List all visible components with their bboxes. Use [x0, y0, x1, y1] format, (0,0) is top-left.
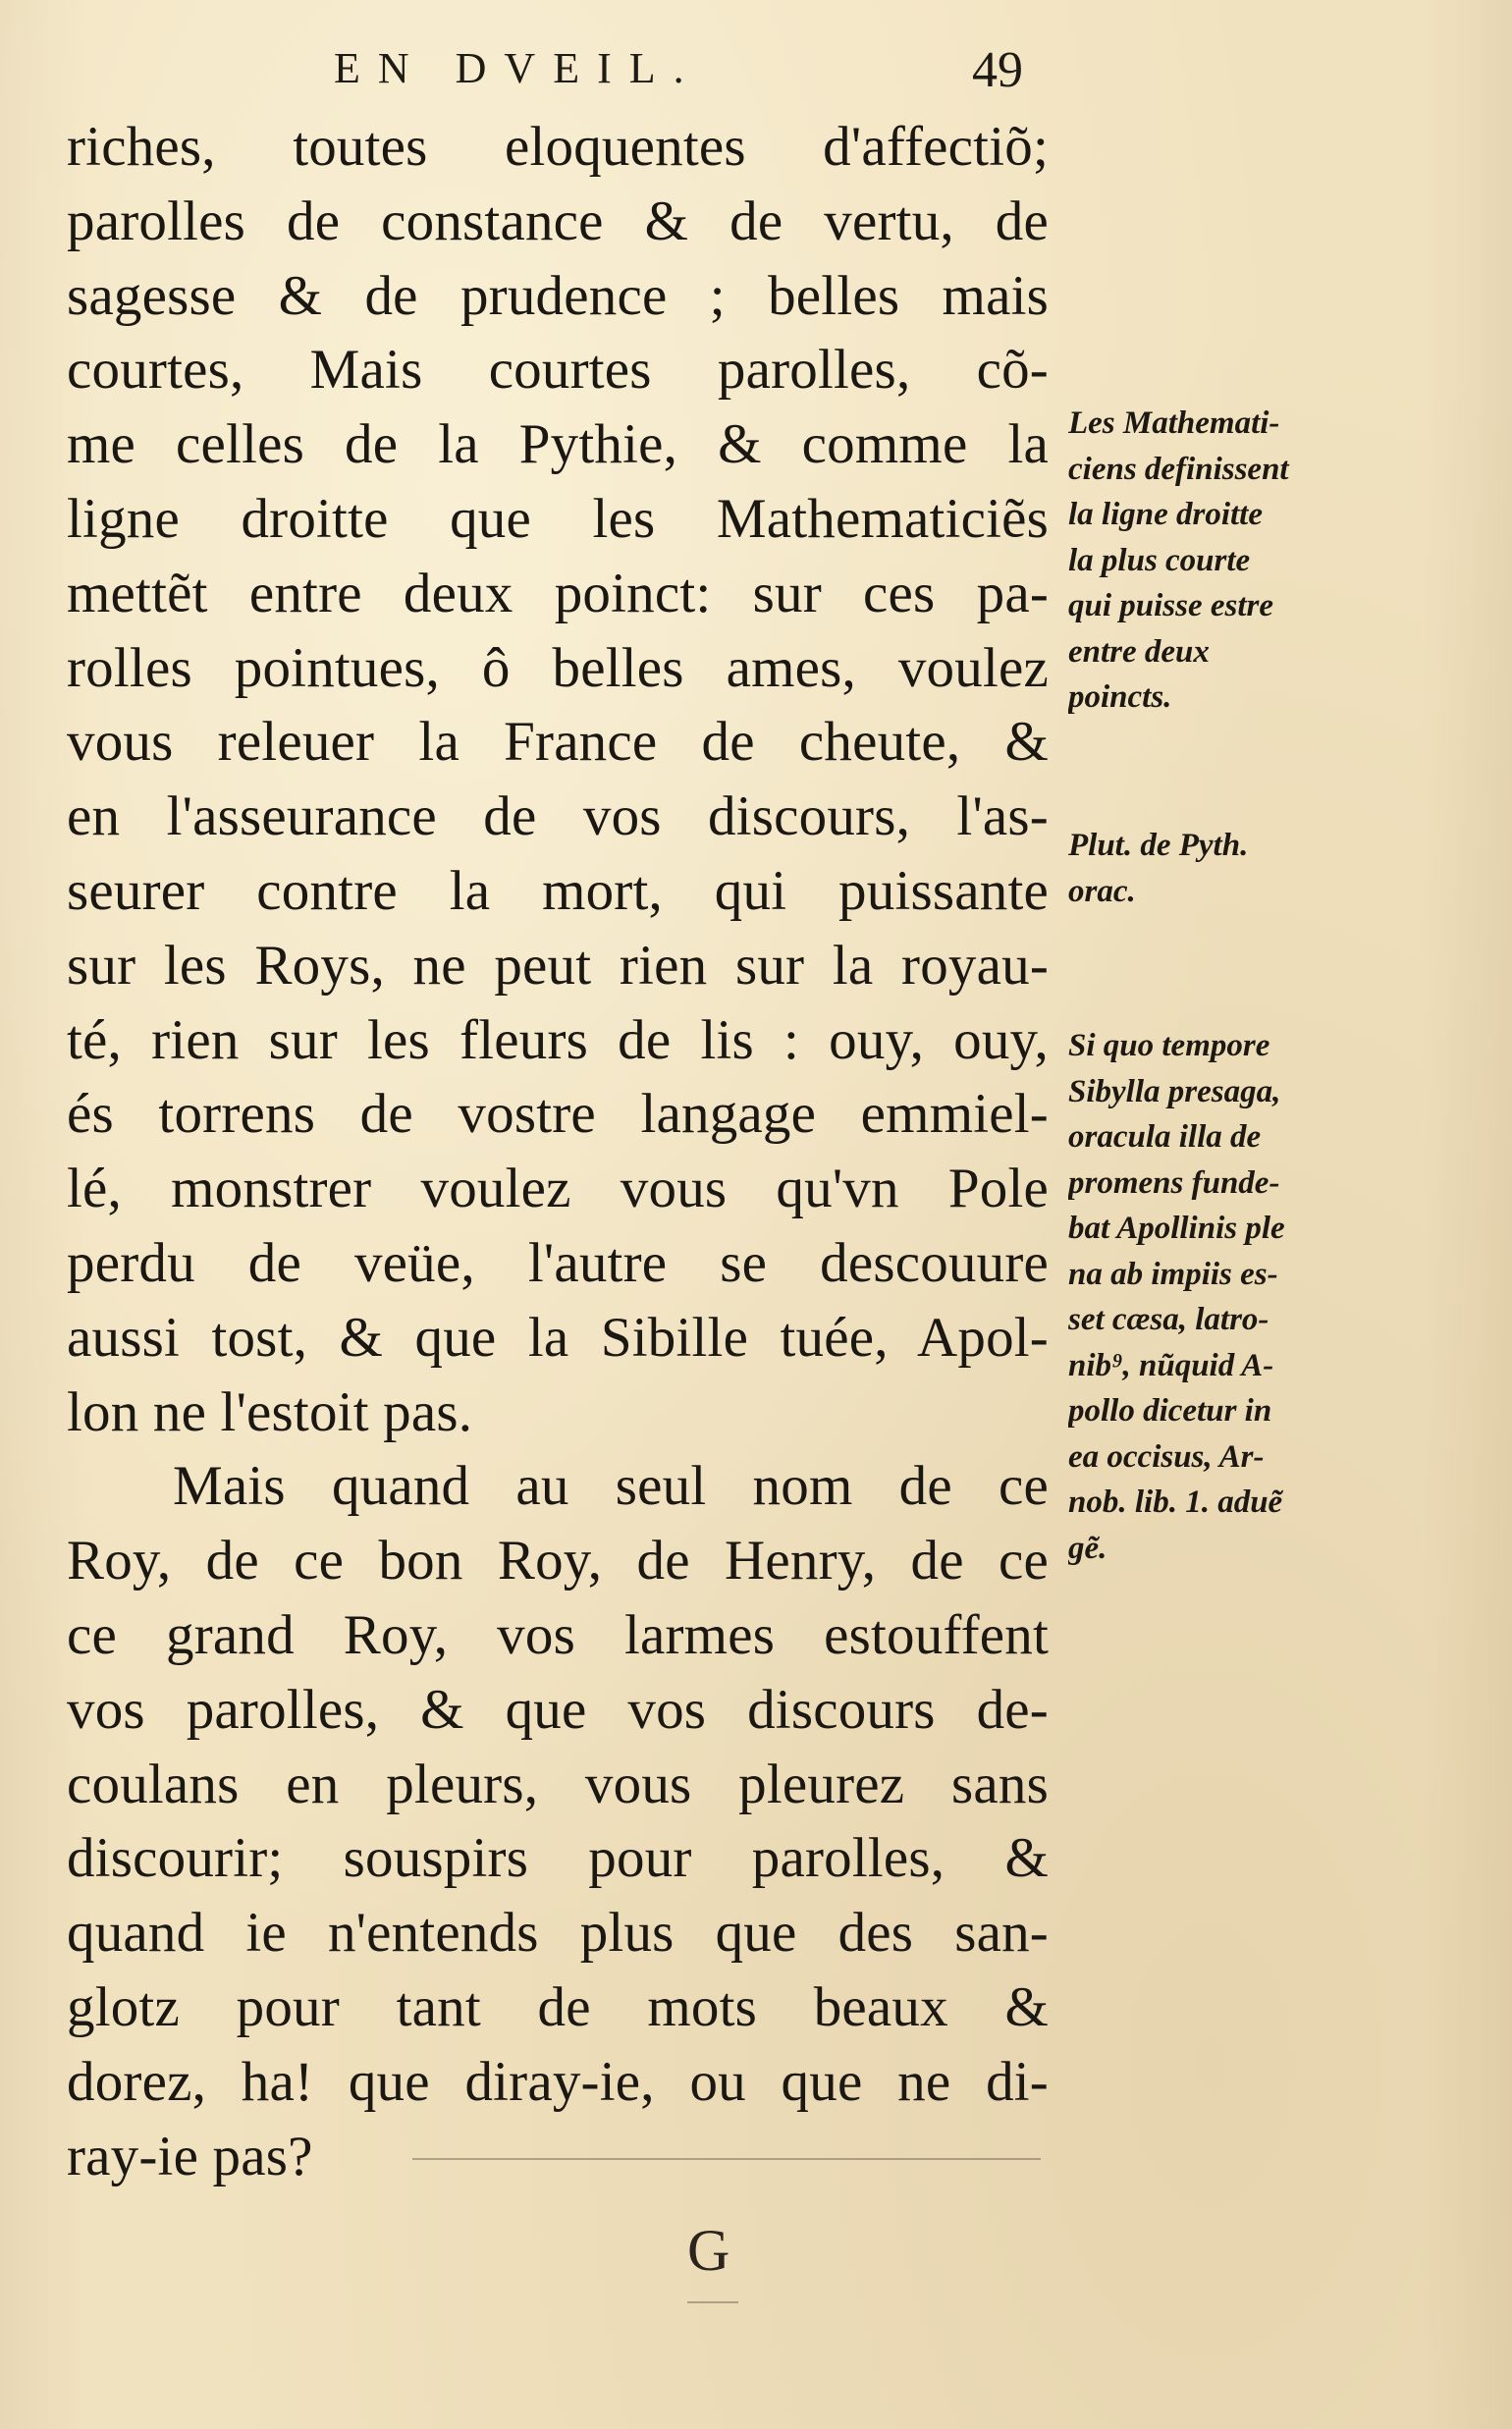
- text-line: és torrens de vostre langage emmiel-: [67, 1083, 1049, 1146]
- margin-note-line: Sibylla presaga,: [1068, 1073, 1281, 1109]
- text-line: Roy, de ce bon Roy, de Henry, de ce: [67, 1530, 1049, 1592]
- text-line: seurer contre la mort, qui puissante: [67, 859, 1049, 922]
- text-line: té, rien sur les fleurs de lis : ouy, ouy,: [67, 1008, 1049, 1071]
- text-line: quand ie n'entends plus que des san-: [67, 1902, 1049, 1965]
- text-line: coulans en pleurs, vous pleurez sans: [67, 1753, 1049, 1815]
- running-head: EN DVEIL.: [334, 44, 702, 92]
- margin-note-line: ciens definissent: [1068, 451, 1289, 487]
- margin-note-line: set cæsa, latro-: [1068, 1302, 1269, 1337]
- margin-note-line: qui puisse estre: [1068, 588, 1274, 623]
- text-line: Mais quand au seul nom de ce: [173, 1455, 1049, 1518]
- margin-note-line: ea occisus, Ar-: [1068, 1438, 1265, 1475]
- text-line: discourir; souspirs pour parolles, &: [67, 1827, 1049, 1890]
- margin-note-arnobius: [1068, 1023, 1363, 1571]
- text-line: ce grand Roy, vos larmes estouffent: [67, 1603, 1049, 1666]
- text-line: lé, monstrer voulez vous qu'vn Pole: [67, 1158, 1049, 1220]
- text-line: glotz pour tant de mots beaux &: [67, 1975, 1049, 2038]
- margin-note-line: poincts.: [1068, 679, 1172, 715]
- margin-note-line: orac.: [1068, 873, 1136, 909]
- margin-note-line: nob. lib. 1. aduẽ: [1068, 1484, 1283, 1520]
- text-line: ligne droitte que les Mathematiciẽs: [67, 487, 1049, 550]
- text-line: courtes, Mais courtes parolles, cõ-: [67, 339, 1049, 402]
- text-line: vos parolles, & que vos discours de-: [67, 1678, 1049, 1741]
- text-line: lon ne l'estoit pas.: [67, 1380, 473, 1443]
- text-line: aussi tost, & que la Sibille tuée, Apol-: [67, 1306, 1049, 1369]
- text-line: vous releuer la France de cheute, &: [67, 711, 1049, 774]
- margin-note-line: la ligne droitte: [1068, 497, 1263, 532]
- margin-note-line: entre deux: [1068, 633, 1210, 670]
- text-line: dorez, ha! que diray-ie, ou que ne di-: [67, 2050, 1049, 2113]
- margin-note-line: nib⁹, nũquid A-: [1068, 1347, 1274, 1383]
- text-line: mettẽt entre deux poinct: sur ces pa-: [67, 562, 1049, 624]
- margin-note-line: bat Apollinis ple: [1068, 1211, 1285, 1246]
- margin-note-line: promens funde-: [1068, 1164, 1280, 1201]
- margin-note-line: na ab impiis es-: [1068, 1256, 1278, 1292]
- margin-note-line: Les Mathemati-: [1068, 405, 1280, 441]
- margin-note-line: gẽ.: [1068, 1530, 1107, 1566]
- margin-note-line: pollo dicetur in: [1068, 1393, 1272, 1429]
- text-line: rolles pointues, ô belles ames, voulez: [67, 636, 1049, 699]
- text-line: me celles de la Pythie, & comme la: [67, 413, 1049, 476]
- margin-note-mathematicians: [1068, 401, 1363, 721]
- text-line: riches, toutes eloquentes d'affectiõ;: [67, 116, 1049, 178]
- text-line: sur les Roys, ne peut rien sur la royau-: [67, 934, 1049, 997]
- margin-note-line: Si quo tempore: [1068, 1028, 1270, 1063]
- ink-rule: [687, 2301, 738, 2303]
- margin-note-plutarch: [1068, 823, 1363, 914]
- margin-note-line: oracula illa de: [1068, 1119, 1262, 1155]
- text-line: perdu de veüe, l'autre se descouure: [67, 1231, 1049, 1294]
- text-line: sagesse & de prudence ; belles mais: [67, 264, 1049, 327]
- signature-mark: G: [687, 2218, 730, 2283]
- margin-note-line: Plut. de Pyth.: [1068, 828, 1249, 863]
- main-text-block: [67, 110, 1049, 2193]
- text-line: en l'asseurance de vos discours, l'as-: [67, 785, 1049, 848]
- text-line: parolles de constance & de vertu, de: [67, 189, 1049, 252]
- margin-note-line: la plus courte: [1068, 542, 1251, 578]
- text-line: ray-ie pas?: [67, 2125, 313, 2187]
- page-number: 49: [972, 42, 1023, 98]
- ink-rule: [412, 2158, 1041, 2160]
